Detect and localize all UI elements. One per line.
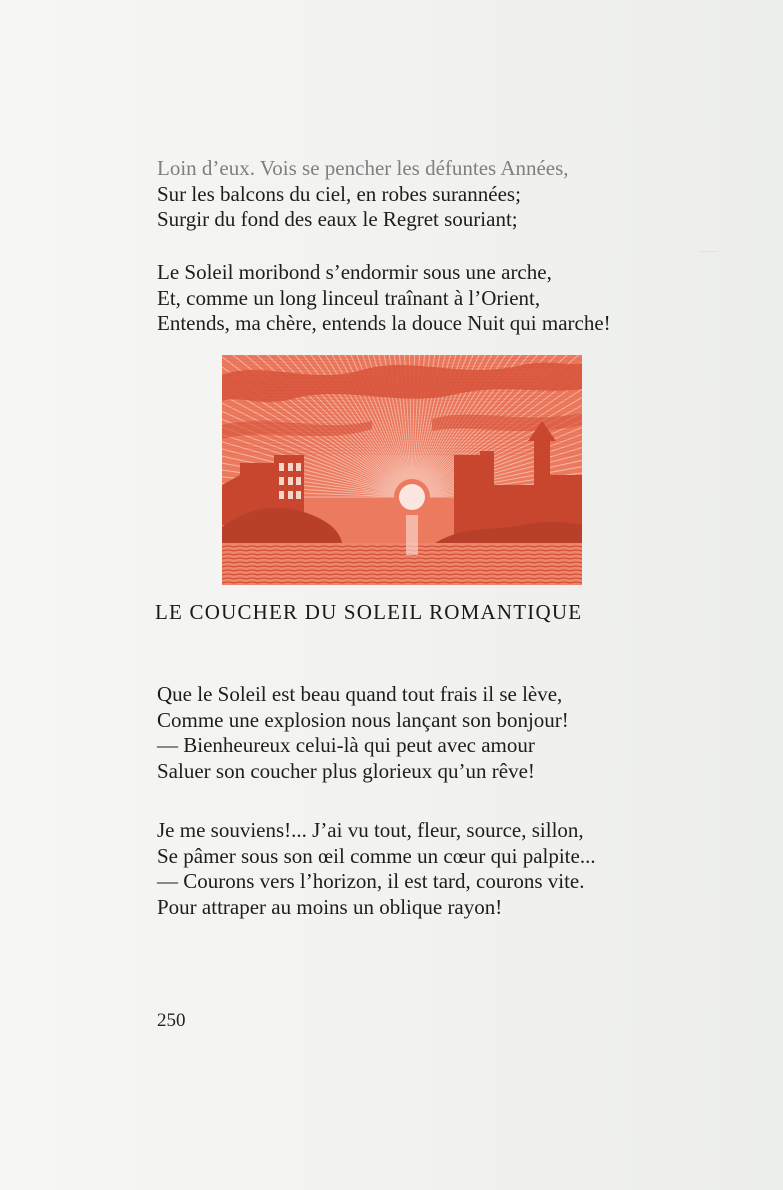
poem-stanza-2 <box>157 818 596 920</box>
show-through: — <box>700 240 718 260</box>
sun-reflection <box>406 515 418 555</box>
verse-line: Comme une explosion nous lançant son bonjour! <box>157 707 569 732</box>
verse-line: Loin d’eux. Vois se pencher les défuntes Années, <box>157 156 569 180</box>
sunset-engraving <box>222 355 582 585</box>
verse-line: Le Soleil moribond s’endormir sous une arche, <box>157 260 552 284</box>
verse-line: Pour attraper au moins un oblique rayon! <box>157 894 503 919</box>
verse-line: — Bienheureux celui-là qui peut avec amour <box>157 733 535 757</box>
poem-stanza-1 <box>157 682 569 784</box>
verse-line: Entends, ma chère, entends la douce Nuit qui marche! <box>157 311 611 335</box>
sun <box>399 484 425 510</box>
stanza-2 <box>157 260 611 337</box>
verse-line: Se pâmer sous son œil comme un cœur qui palpite... <box>157 843 596 868</box>
verse-line: Surgir du fond des eaux le Regret souriant; <box>157 207 518 231</box>
verse-line: Je me souviens!... J’ai vu tout, fleur, source, sillon, <box>157 818 584 842</box>
verse-line: Et, comme un long linceul traînant à l’Orient, <box>157 285 541 310</box>
poem-title: LE COUCHER DU SOLEIL ROMANTIQUE <box>155 600 583 624</box>
verse-line: Saluer son coucher plus glorieux qu’un rêve! <box>157 758 535 783</box>
verse-line: Sur les balcons du ciel, en robes surannées; <box>157 181 521 206</box>
page-number: 250 <box>157 1010 186 1031</box>
verse-line: — Courons vers l’horizon, il est tard, courons vite. <box>157 869 585 893</box>
building-windows <box>279 463 301 499</box>
stanza-1 <box>157 156 569 233</box>
verse-line: Que le Soleil est beau quand tout frais il se lève, <box>157 682 563 706</box>
